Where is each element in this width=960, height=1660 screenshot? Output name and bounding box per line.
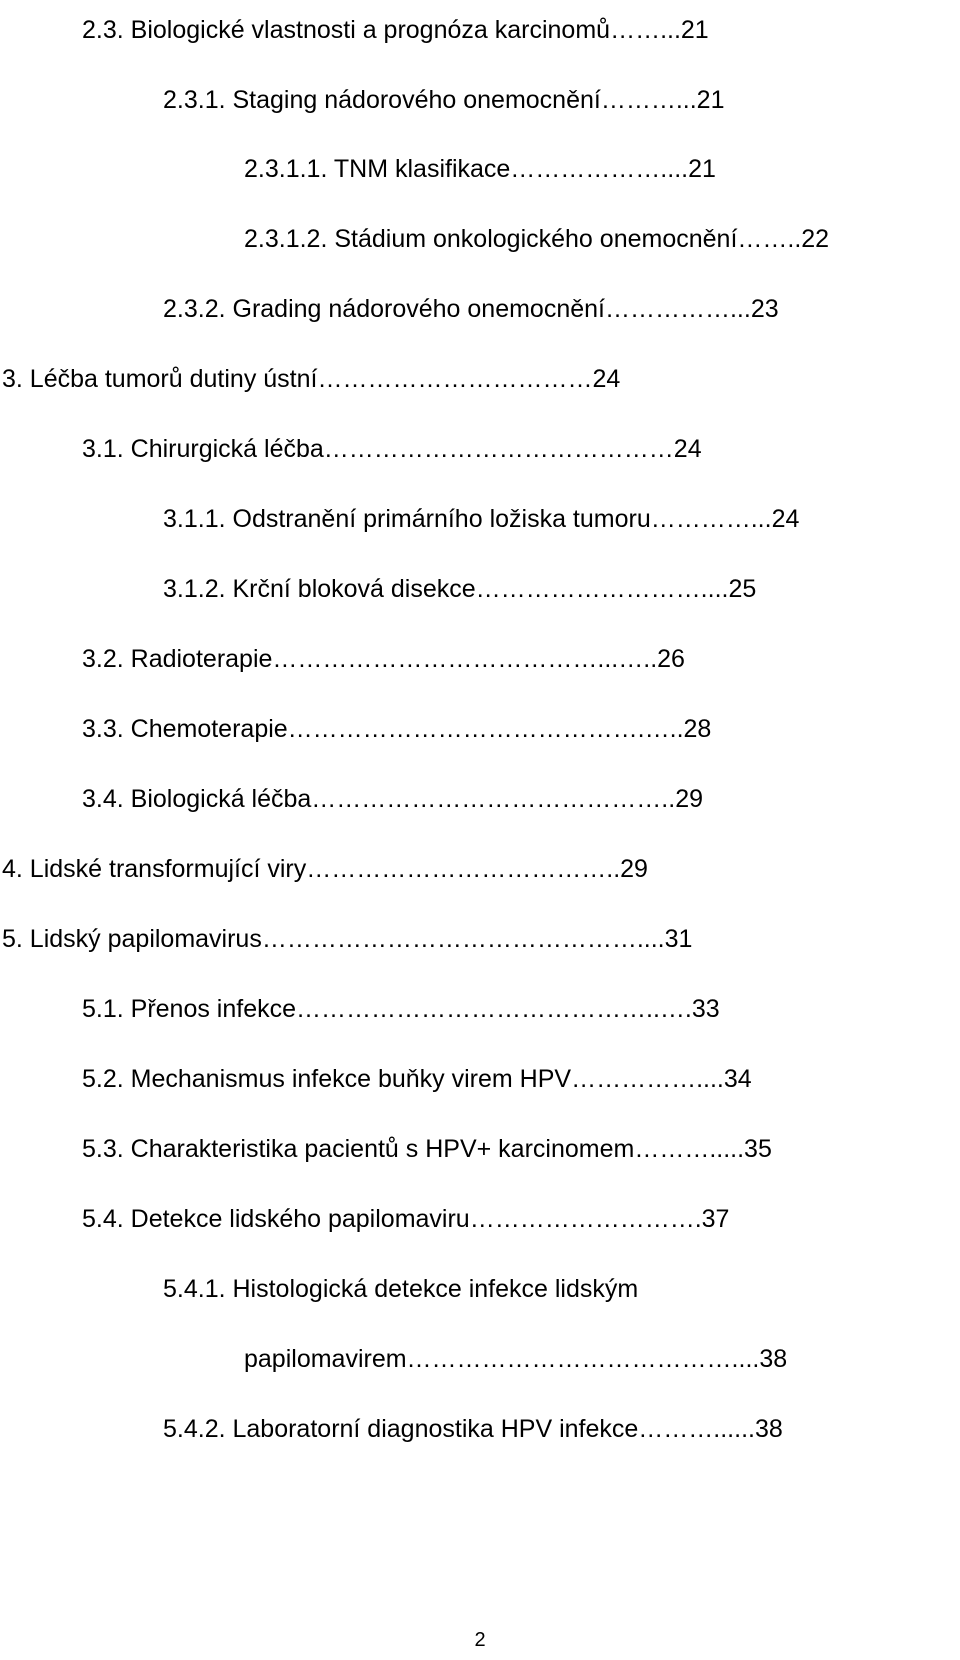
- page-number: 2: [474, 1629, 486, 1651]
- toc-entry-3-2: 3.2. Radioterapie…………………………………...…..26: [82, 645, 685, 673]
- toc-entry-5-4-1-continuation: papilomavirem…………………………………....38: [244, 1345, 788, 1373]
- toc-entry-3: 3. Léčba tumorů dutiny ústní……………………………24: [2, 365, 621, 393]
- toc-entry-3-4: 3.4. Biologická léčba……………………………………..29: [82, 785, 704, 813]
- toc-entry-5-4-2: 5.4.2. Laboratorní diagnostika HPV infekce………......38: [163, 1415, 783, 1443]
- toc-entry-5-4-1: 5.4.1. Histologická detekce infekce lidským: [163, 1275, 639, 1303]
- toc-entry-5-2: 5.2. Mechanismus infekce buňky virem HPV……………....34: [82, 1065, 752, 1093]
- toc-entry-5-3: 5.3. Charakteristika pacientů s HPV+ karcinomem……….....35: [82, 1135, 772, 1163]
- toc-entry-5-4: 5.4. Detekce lidského papilomaviru……………………….37: [82, 1205, 730, 1233]
- toc-entry-2-3: 2.3. Biologické vlastnosti a prognóza karcinomů……...21: [82, 16, 709, 44]
- toc-entry-5-1: 5.1. Přenos infekce……………………………………..….33: [82, 995, 720, 1023]
- toc-entry-2-3-1-2: 2.3.1.2. Stádium onkologického onemocnění……..22: [244, 225, 830, 253]
- toc-entry-2-3-1: 2.3.1. Staging nádorového onemocnění………...21: [163, 86, 725, 114]
- toc-entry-3-1-2: 3.1.2. Krční bloková disekce………………………....25: [163, 575, 757, 603]
- toc-entry-2-3-1-1: 2.3.1.1. TNM klasifikace………………....21: [244, 155, 716, 183]
- toc-entry-5: 5. Lidský papilomavirus………………………………………....31: [2, 925, 693, 953]
- toc-entry-2-3-2: 2.3.2. Grading nádorového onemocnění……………...23: [163, 295, 779, 323]
- toc-entry-3-1: 3.1. Chirurgická léčba……………………………………24: [82, 435, 702, 463]
- toc-entry-3-1-1: 3.1.1. Odstranění primárního ložiska tumoru…………...24: [163, 505, 800, 533]
- toc-entry-4: 4. Lidské transformující viry………………………………..29: [2, 855, 648, 883]
- toc-entry-3-3: 3.3. Chemoterapie…………………………………….…..28: [82, 715, 712, 743]
